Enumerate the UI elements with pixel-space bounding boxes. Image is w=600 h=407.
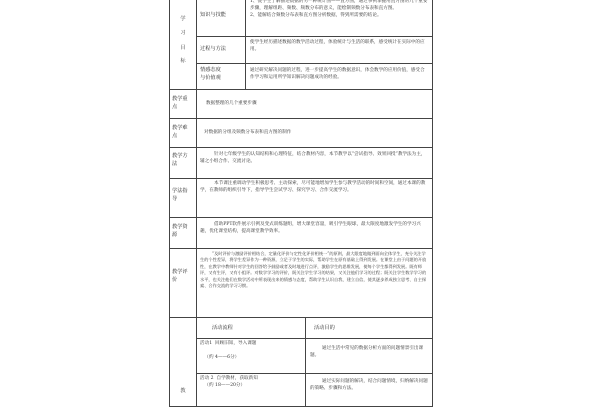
difficulties-label: 教学难 点	[172, 125, 188, 139]
resources-label: 教学资 源	[172, 224, 188, 238]
activity2-text: 活动 2 自学教材，获取新知 （约 18——20分）	[200, 376, 258, 388]
process-method-text: 使学生经历描述数据的数学活动过程，体验统计与生活的联系，感受统计在实际中的应用。	[250, 40, 425, 52]
process-method-label: 过程与方法	[200, 46, 226, 52]
key-points-text: 数据整理的几个重要步骤	[206, 101, 257, 106]
evaluation-label: 教学评 价	[172, 269, 188, 283]
knowledge-label: 知识与技能	[200, 12, 226, 18]
process-label-char: 教	[180, 388, 186, 394]
goal2-text: 通过实际问题的解决，结合问题情境，归纳解决问题的策略、步骤和方法。	[310, 379, 428, 391]
process-header-goal: 活动目的	[314, 325, 335, 331]
method-text: 针对七年级学生的认知结构和心理特征，结合教材内容，本节教学以“尝试指导、效果回授”教学法为主，辅之小组合作、交流讨论。	[200, 152, 426, 164]
evaluation-text: “及时评价与激励评价相结合，定量化评价与定性化评价相统一”的原则，最大限度地做到面向全体学生，充分关注学生的个性差异，将学生差异作为一种资源，立足于学生的实际，帮助学生在原有基础上得到发展。在课堂上由于问题的开放性，在教学中教师针对学生的回答给予鼓励或者及时地进行点评，激励学生的思维发展，使每个学生都得到发展。既有师评，又有生评，又有小组评。对数学学习的评价，既关注学生学习的结果，又关注他们学习的过程；既关注学生数学学习的水平，也关注他们在数学活动中所表现出来的情感与态度，帮助学生认识自我、建立自信，使其逐步养成独立思考、自主探索、合作交流的学习习惯。	[200, 251, 427, 289]
study-method-label: 学法指 导	[172, 188, 188, 202]
goal1-text: 通过生活中常见的数据分析方面的问题情景引出课题。	[310, 346, 424, 358]
goals-label-char: 习	[180, 30, 186, 36]
knowledge-text: 1、使学生了解描述数据的另一种统计图——直方图，通过事例掌握用直方图的几个重要步骤，理解组距、频数、频数分布的意义，能绘制频数分布表和直方图。 2、能解结合频数分布表和直方图分析数据，得到所需要的结论。	[250, 0, 428, 18]
goals-label-char: 学	[180, 16, 186, 22]
activity1-text: 活动1 回顾旧知，导入课题 （约 4——6分）	[200, 341, 257, 360]
process-header-flow: 活动流程	[212, 325, 233, 331]
emotion-label: 情感态度 与价值观	[200, 67, 221, 81]
method-label: 教学方 法	[172, 153, 188, 167]
goals-label-char: 目	[180, 45, 186, 51]
goals-label-char: 标	[180, 58, 186, 64]
resources-text: 借助PPT软件展示引例及变式训练题组，增大课堂容量，吸引学生眼球，最大限度地激发学生的学习兴趣，优化课堂结构，提高课堂教学效率。	[200, 222, 421, 234]
difficulties-text: 对数据的分组及频数分布表和直方图的制作	[204, 130, 292, 135]
emotion-text: 通过研究解决问题的过程，进一步提高学生的数据意识，体会数学的应用价值，感受合作学习和运用所学知识解决问题成功的经验。	[250, 68, 425, 80]
key-points-label: 教学重 点	[172, 96, 188, 110]
study-method-text: 本节课注重调动学生积极思考、主动探索，尽可能地增加学生参与教学活动的时间和空间，通过本课的教学，在教师的组织引导下，指导学生尝试学习、探究学习、合作交流学习。	[200, 181, 426, 193]
